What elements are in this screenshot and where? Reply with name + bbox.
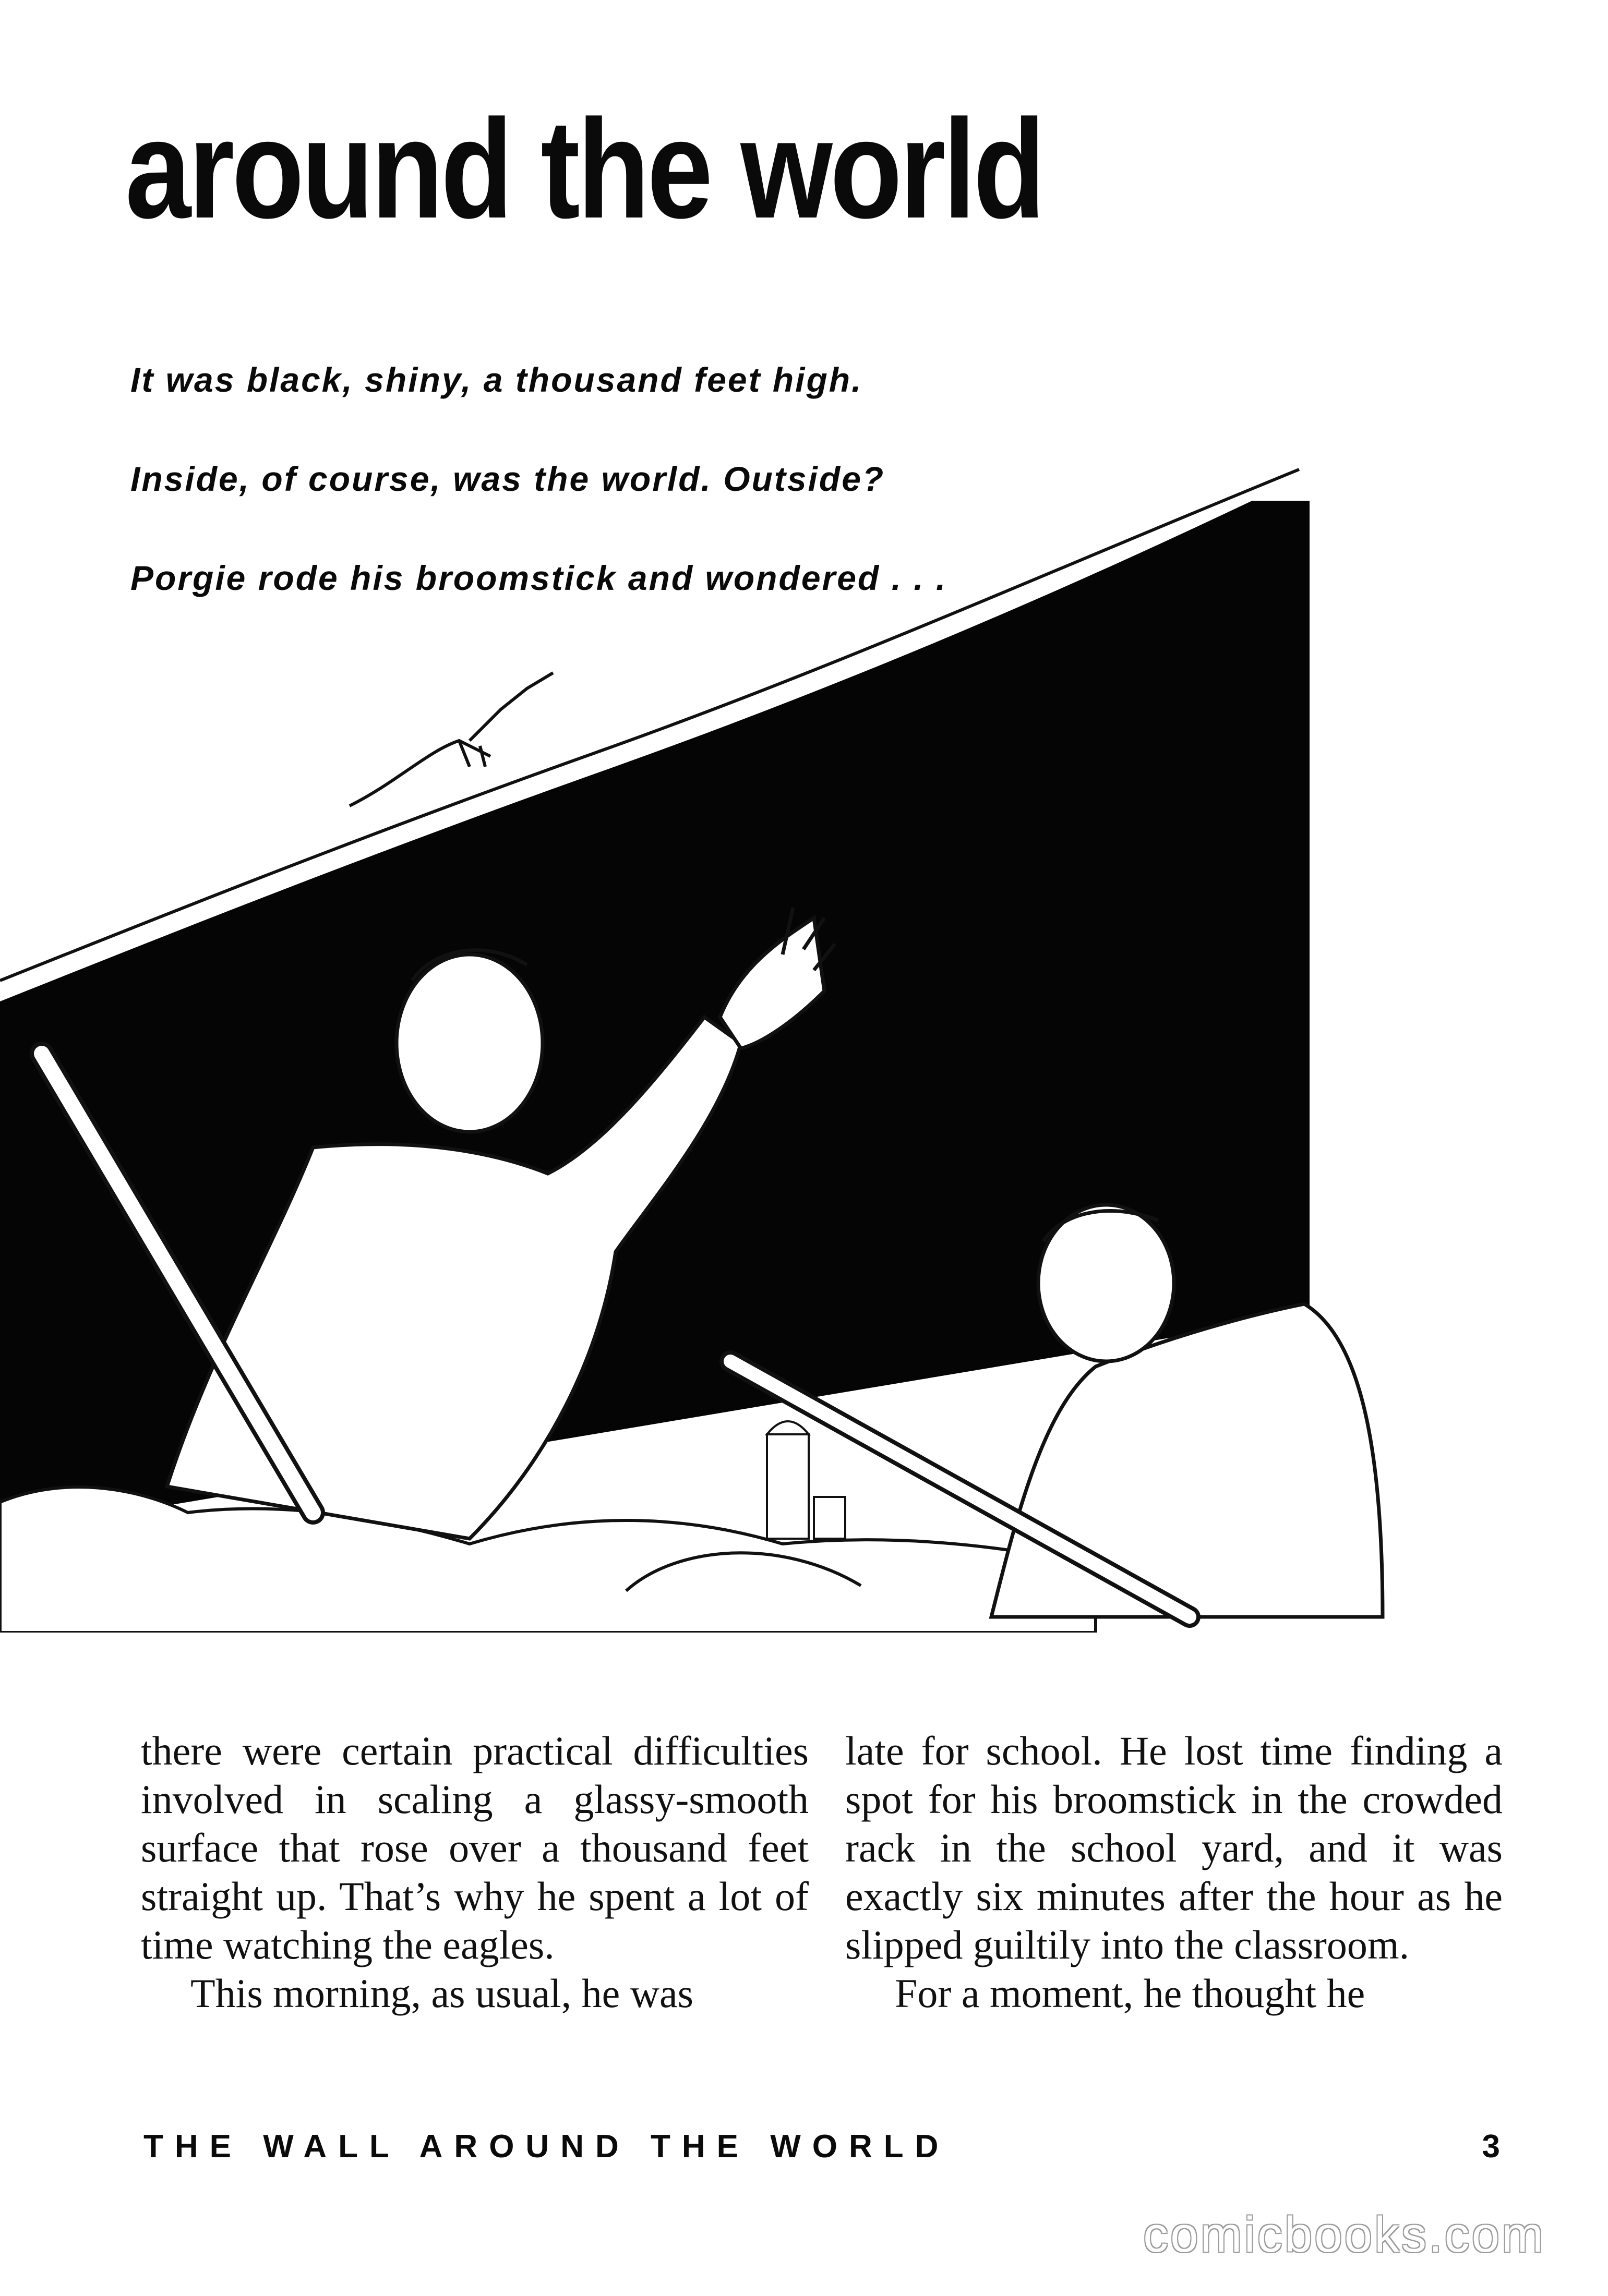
paragraph: For a moment, he thought he [895,1971,1365,2016]
watermark: comicbooks.com [1143,2207,1545,2263]
body-column-left [141,1726,809,2017]
story-title: around the world [125,91,1043,248]
story-blurb [130,360,947,657]
page-number: 3 [1482,2129,1500,2165]
body-column-right [845,1726,1503,2017]
running-title: THE WALL AROUND THE WORLD [143,2129,950,2165]
blurb-line-1: It was black, shiny, a thousand feet high. [130,360,863,399]
paragraph: there were certain practical difficulties involved in scaling a glassy-smooth surface that rose over a thousand feet straight up. That’s why he spent a lot of time watching the eagles. [141,1728,809,1967]
blurb-line-2: Inside, of course, was the world. Outside? [130,460,885,498]
page-footer [143,2128,1500,2165]
paragraph: This morning, as usual, he was [190,1971,694,2016]
paragraph: late for school. He lost time finding a spot for his broomstick in the crowded rack in the school yard, and it was exactly six minutes after the hour as he slipped guiltily into the classroom. [845,1728,1503,1967]
town-silhouette [767,1421,845,1539]
blurb-line-3: Porgie rode his broomstick and wondered . . . [130,559,947,597]
ground [0,1487,1096,1633]
eagle-icon [350,673,553,806]
